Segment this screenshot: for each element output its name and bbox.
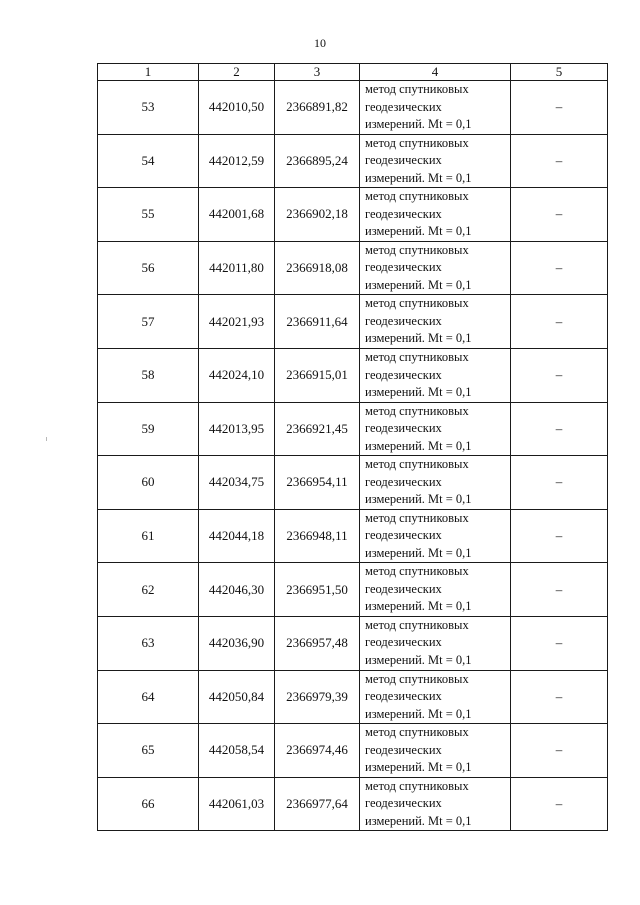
y-coordinate-cell: 2366954,11 [275, 456, 360, 510]
table-header-row [98, 64, 608, 81]
method-text-line: измерений. Mt = 0,1 [365, 599, 472, 614]
method-text-line: измерений. Mt = 0,1 [365, 438, 472, 453]
table-row [98, 777, 608, 831]
x-coordinate-cell: 442058,54 [199, 724, 275, 778]
y-coordinate-cell: 2366891,82 [275, 81, 360, 135]
y-coordinate-cell: 2366915,01 [275, 348, 360, 402]
note-cell: – [511, 241, 608, 295]
method-text-line: метод спутниковых [365, 564, 469, 579]
point-number-cell: 53 [98, 81, 199, 135]
y-coordinate-cell: 2366918,08 [275, 241, 360, 295]
method-text-line: измерений. Mt = 0,1 [365, 385, 472, 400]
note-cell: – [511, 616, 608, 670]
method-text-line: измерений. Mt = 0,1 [365, 117, 472, 132]
x-coordinate-cell: 442010,50 [199, 81, 275, 135]
point-number-cell: 56 [98, 241, 199, 295]
table-row [98, 295, 608, 349]
table-row [98, 456, 608, 510]
note-cell: – [511, 456, 608, 510]
method-cell [360, 456, 511, 510]
y-coordinate-cell: 2366951,50 [275, 563, 360, 617]
x-coordinate-cell: 442011,80 [199, 241, 275, 295]
method-text-line: геодезических [365, 742, 442, 757]
method-cell [360, 241, 511, 295]
method-text-line: геодезических [365, 260, 442, 275]
note-cell: – [511, 777, 608, 831]
method-text-line: метод спутниковых [365, 510, 469, 525]
point-number-cell: 54 [98, 134, 199, 188]
method-cell [360, 81, 511, 135]
method-text-line: геодезических [365, 313, 442, 328]
y-coordinate-cell: 2366902,18 [275, 188, 360, 242]
method-text-line: метод спутниковых [365, 403, 469, 418]
x-coordinate-cell: 442036,90 [199, 616, 275, 670]
table-row [98, 670, 608, 724]
method-text-line: измерений. Mt = 0,1 [365, 545, 472, 560]
table-body [98, 81, 608, 831]
column-header-4: 4 [360, 64, 511, 81]
page-number: 10 [314, 36, 326, 50]
point-number-cell: 58 [98, 348, 199, 402]
y-coordinate-cell: 2366895,24 [275, 134, 360, 188]
x-coordinate-cell: 442034,75 [199, 456, 275, 510]
table-row [98, 81, 608, 135]
margin-mark [46, 437, 47, 441]
point-number-cell: 60 [98, 456, 199, 510]
method-text-line: метод спутниковых [365, 725, 469, 740]
method-cell [360, 724, 511, 778]
note-cell: – [511, 509, 608, 563]
x-coordinate-cell: 442013,95 [199, 402, 275, 456]
method-text-line: измерений. Mt = 0,1 [365, 224, 472, 239]
coordinates-table [97, 63, 608, 831]
x-coordinate-cell: 442001,68 [199, 188, 275, 242]
column-header-1: 1 [98, 64, 199, 81]
note-cell: – [511, 348, 608, 402]
column-header-2: 2 [199, 64, 275, 81]
method-text-line: измерений. Mt = 0,1 [365, 170, 472, 185]
table-row [98, 509, 608, 563]
point-number-cell: 65 [98, 724, 199, 778]
table-row [98, 616, 608, 670]
method-cell [360, 402, 511, 456]
method-text-line: геодезических [365, 367, 442, 382]
method-cell [360, 563, 511, 617]
x-coordinate-cell: 442046,30 [199, 563, 275, 617]
method-text-line: метод спутниковых [365, 296, 469, 311]
method-text-line: измерений. Mt = 0,1 [365, 277, 472, 292]
column-header-5: 5 [511, 64, 608, 81]
table-row [98, 241, 608, 295]
y-coordinate-cell: 2366979,39 [275, 670, 360, 724]
method-text-line: измерений. Mt = 0,1 [365, 652, 472, 667]
note-cell: – [511, 563, 608, 617]
method-text-line: метод спутниковых [365, 778, 469, 793]
note-cell: – [511, 724, 608, 778]
point-number-cell: 64 [98, 670, 199, 724]
point-number-cell: 63 [98, 616, 199, 670]
table-row [98, 348, 608, 402]
method-cell [360, 295, 511, 349]
method-text-line: метод спутниковых [365, 135, 469, 150]
method-text-line: метод спутниковых [365, 189, 469, 204]
note-cell: – [511, 81, 608, 135]
method-cell [360, 777, 511, 831]
method-text-line: измерений. Mt = 0,1 [365, 813, 472, 828]
y-coordinate-cell: 2366977,64 [275, 777, 360, 831]
method-text-line: геодезических [365, 635, 442, 650]
method-text-line: геодезических [365, 689, 442, 704]
method-text-line: геодезических [365, 581, 442, 596]
method-text-line: измерений. Mt = 0,1 [365, 331, 472, 346]
method-text-line: геодезических [365, 528, 442, 543]
note-cell: – [511, 188, 608, 242]
method-cell [360, 348, 511, 402]
method-text-line: геодезических [365, 796, 442, 811]
table-row [98, 724, 608, 778]
note-cell: – [511, 134, 608, 188]
point-number-cell: 57 [98, 295, 199, 349]
method-text-line: геодезических [365, 474, 442, 489]
note-cell: – [511, 670, 608, 724]
x-coordinate-cell: 442061,03 [199, 777, 275, 831]
method-text-line: геодезических [365, 206, 442, 221]
y-coordinate-cell: 2366957,48 [275, 616, 360, 670]
point-number-cell: 66 [98, 777, 199, 831]
method-text-line: метод спутниковых [365, 82, 469, 97]
method-text-line: измерений. Mt = 0,1 [365, 706, 472, 721]
method-cell [360, 670, 511, 724]
method-cell [360, 188, 511, 242]
x-coordinate-cell: 442012,59 [199, 134, 275, 188]
table-row [98, 563, 608, 617]
method-text-line: метод спутниковых [365, 617, 469, 632]
method-text-line: измерений. Mt = 0,1 [365, 492, 472, 507]
point-number-cell: 61 [98, 509, 199, 563]
x-coordinate-cell: 442021,93 [199, 295, 275, 349]
point-number-cell: 55 [98, 188, 199, 242]
point-number-cell: 62 [98, 563, 199, 617]
y-coordinate-cell: 2366911,64 [275, 295, 360, 349]
method-text-line: метод спутниковых [365, 671, 469, 686]
table-row [98, 134, 608, 188]
y-coordinate-cell: 2366948,11 [275, 509, 360, 563]
method-text-line: геодезических [365, 153, 442, 168]
method-cell [360, 616, 511, 670]
method-text-line: метод спутниковых [365, 457, 469, 472]
method-cell [360, 509, 511, 563]
method-text-line: метод спутниковых [365, 242, 469, 257]
column-header-3: 3 [275, 64, 360, 81]
method-text-line: измерений. Mt = 0,1 [365, 760, 472, 775]
y-coordinate-cell: 2366921,45 [275, 402, 360, 456]
method-cell [360, 134, 511, 188]
note-cell: – [511, 402, 608, 456]
note-cell: – [511, 295, 608, 349]
x-coordinate-cell: 442044,18 [199, 509, 275, 563]
method-text-line: геодезических [365, 421, 442, 436]
y-coordinate-cell: 2366974,46 [275, 724, 360, 778]
point-number-cell: 59 [98, 402, 199, 456]
table-row [98, 188, 608, 242]
method-text-line: геодезических [365, 99, 442, 114]
table-row [98, 402, 608, 456]
method-text-line: метод спутниковых [365, 350, 469, 365]
x-coordinate-cell: 442024,10 [199, 348, 275, 402]
x-coordinate-cell: 442050,84 [199, 670, 275, 724]
